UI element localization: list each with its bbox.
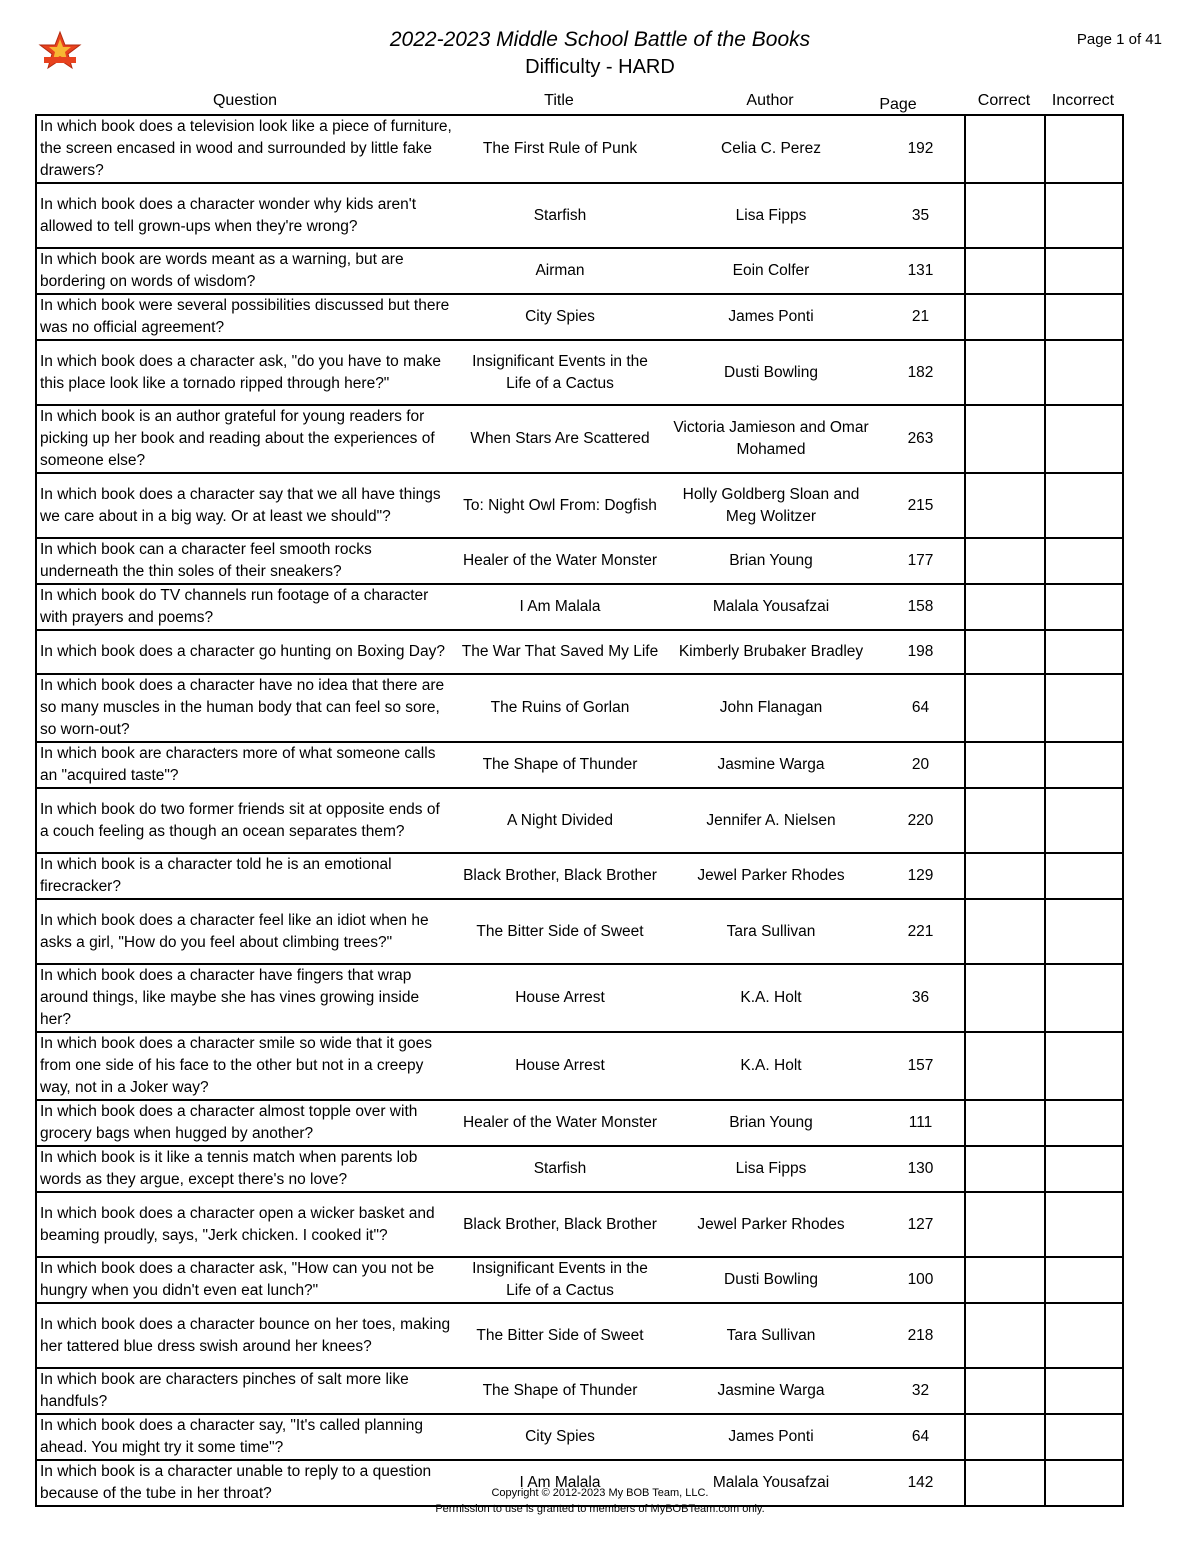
incorrect-cell[interactable] xyxy=(1045,584,1123,630)
page-cell: 192 xyxy=(877,115,965,183)
table-row xyxy=(36,1414,1123,1460)
column-header-correct: Correct xyxy=(977,92,1031,109)
table-row xyxy=(36,183,1123,248)
incorrect-cell[interactable] xyxy=(1045,294,1123,340)
page-cell: 263 xyxy=(877,405,965,473)
table-row xyxy=(36,742,1123,788)
correct-cell[interactable] xyxy=(965,1032,1045,1100)
incorrect-cell[interactable] xyxy=(1045,538,1123,584)
table-row xyxy=(36,964,1123,1032)
correct-cell[interactable] xyxy=(965,405,1045,473)
page-cell: 35 xyxy=(877,183,965,248)
title-cell: Insignificant Events in the Life of a Cactus xyxy=(455,1257,665,1303)
page-cell: 64 xyxy=(877,674,965,742)
page-cell: 142 xyxy=(877,1460,965,1506)
title-cell: When Stars Are Scattered xyxy=(455,405,665,473)
incorrect-cell[interactable] xyxy=(1045,248,1123,294)
title-cell: Starfish xyxy=(455,1146,665,1192)
table-row xyxy=(36,1146,1123,1192)
title-cell: City Spies xyxy=(455,1414,665,1460)
correct-cell[interactable] xyxy=(965,964,1045,1032)
incorrect-cell[interactable] xyxy=(1045,473,1123,538)
author-cell: Brian Young xyxy=(665,1100,877,1146)
page-cell: 220 xyxy=(877,788,965,853)
table-row xyxy=(36,1100,1123,1146)
page-cell: 100 xyxy=(877,1257,965,1303)
page-cell: 129 xyxy=(877,853,965,899)
title-cell: The Bitter Side of Sweet xyxy=(455,899,665,964)
correct-cell[interactable] xyxy=(965,1257,1045,1303)
questions-table xyxy=(35,114,1124,1507)
correct-cell[interactable] xyxy=(965,674,1045,742)
correct-cell[interactable] xyxy=(965,1100,1045,1146)
table-row xyxy=(36,788,1123,853)
page-cell: 32 xyxy=(877,1368,965,1414)
incorrect-cell[interactable] xyxy=(1045,964,1123,1032)
question-cell: In which book can a character feel smooth rocks underneath the thin soles of their sneakers? xyxy=(36,538,455,584)
incorrect-cell[interactable] xyxy=(1045,674,1123,742)
table-row xyxy=(36,1460,1123,1506)
column-header-question: Question xyxy=(212,92,278,109)
correct-cell[interactable] xyxy=(965,538,1045,584)
page-cell: 182 xyxy=(877,340,965,405)
question-cell: In which book were several possibilities discussed but there was no official agreement? xyxy=(36,294,455,340)
question-cell: In which book does a character open a wicker basket and beaming proudly, says, "Jerk chicken. I cooked it"? xyxy=(36,1192,455,1257)
title-cell: The Shape of Thunder xyxy=(455,742,665,788)
title-cell: I Am Malala xyxy=(455,584,665,630)
incorrect-cell[interactable] xyxy=(1045,1414,1123,1460)
title-cell: Healer of the Water Monster xyxy=(455,538,665,584)
incorrect-cell[interactable] xyxy=(1045,742,1123,788)
table-row xyxy=(36,405,1123,473)
question-cell: In which book does a character feel like an idiot when he asks a girl, "How do you feel about climbing trees?" xyxy=(36,899,455,964)
column-header-incorrect: Incorrect xyxy=(1051,92,1115,109)
author-cell: Dusti Bowling xyxy=(665,1257,877,1303)
table-row xyxy=(36,115,1123,183)
author-cell: Eoin Colfer xyxy=(665,248,877,294)
table-row xyxy=(36,630,1123,674)
question-cell: In which book does a character say, "It's called planning ahead. You might try it some time"? xyxy=(36,1414,455,1460)
author-cell: Jewel Parker Rhodes xyxy=(665,1192,877,1257)
author-cell: Tara Sullivan xyxy=(665,899,877,964)
page-cell: 157 xyxy=(877,1032,965,1100)
question-cell: In which book does a character have no idea that there are so many muscles in the human body that can feel so sore, so worn-out? xyxy=(36,674,455,742)
question-cell: In which book does a character have fingers that wrap around things, like maybe she has vines growing inside her? xyxy=(36,964,455,1032)
column-header-title: Title xyxy=(544,92,574,109)
correct-cell[interactable] xyxy=(965,183,1045,248)
copyright-notice: Copyright © 2012-2023 My BOB Team, LLC. xyxy=(491,1487,709,1499)
title-cell: House Arrest xyxy=(455,1032,665,1100)
question-cell: In which book are characters pinches of salt more like handfuls? xyxy=(36,1368,455,1414)
correct-cell[interactable] xyxy=(965,1146,1045,1192)
incorrect-cell[interactable] xyxy=(1045,1303,1123,1368)
incorrect-cell[interactable] xyxy=(1045,1460,1123,1506)
incorrect-cell[interactable] xyxy=(1045,340,1123,405)
incorrect-cell[interactable] xyxy=(1045,1032,1123,1100)
author-cell: Tara Sullivan xyxy=(665,1303,877,1368)
author-cell: Brian Young xyxy=(665,538,877,584)
title-cell: The Shape of Thunder xyxy=(455,1368,665,1414)
page-cell: 198 xyxy=(877,630,965,674)
table-row xyxy=(36,340,1123,405)
question-cell: In which book does a character wonder why kids aren't allowed to tell grown-ups when they're wrong? xyxy=(36,183,455,248)
author-cell: Victoria Jamieson and Omar Mohamed xyxy=(665,405,877,473)
page-cell: 131 xyxy=(877,248,965,294)
author-cell: Lisa Fipps xyxy=(665,1146,877,1192)
author-cell: Jennifer A. Nielsen xyxy=(665,788,877,853)
question-cell: In which book does a character bounce on her toes, making her tattered blue dress swish around her knees? xyxy=(36,1303,455,1368)
correct-cell[interactable] xyxy=(965,340,1045,405)
incorrect-cell[interactable] xyxy=(1045,1100,1123,1146)
question-cell: In which book is an author grateful for young readers for picking up her book and reading about the experiences of someone else? xyxy=(36,405,455,473)
incorrect-cell[interactable] xyxy=(1045,630,1123,674)
incorrect-cell[interactable] xyxy=(1045,1368,1123,1414)
title-cell: Insignificant Events in the Life of a Cactus xyxy=(455,340,665,405)
star-logo-icon xyxy=(36,30,84,72)
page-number: Page 1 of 41 xyxy=(1076,31,1162,48)
question-cell: In which book does a character go hunting on Boxing Day? xyxy=(36,630,455,674)
title-cell: The Bitter Side of Sweet xyxy=(455,1303,665,1368)
table-row xyxy=(36,1192,1123,1257)
correct-cell[interactable] xyxy=(965,1460,1045,1506)
title-cell: Airman xyxy=(455,248,665,294)
correct-cell[interactable] xyxy=(965,630,1045,674)
page-cell: 64 xyxy=(877,1414,965,1460)
correct-cell[interactable] xyxy=(965,248,1045,294)
title-cell: Black Brother, Black Brother xyxy=(455,1192,665,1257)
question-cell: In which book are words meant as a warning, but are bordering on words of wisdom? xyxy=(36,248,455,294)
author-cell: Malala Yousafzai xyxy=(665,584,877,630)
correct-cell[interactable] xyxy=(965,1192,1045,1257)
table-row xyxy=(36,1303,1123,1368)
table-row xyxy=(36,1368,1123,1414)
title-cell: I Am Malala xyxy=(455,1460,665,1506)
incorrect-cell[interactable] xyxy=(1045,1257,1123,1303)
question-cell: In which book does a character almost topple over with grocery bags when hugged by another? xyxy=(36,1100,455,1146)
author-cell: K.A. Holt xyxy=(665,1032,877,1100)
question-cell: In which book do two former friends sit at opposite ends of a couch feeling as though an ocean separates them? xyxy=(36,788,455,853)
author-cell: K.A. Holt xyxy=(665,964,877,1032)
correct-cell[interactable] xyxy=(965,742,1045,788)
question-cell: In which book are characters more of what someone calls an "acquired taste"? xyxy=(36,742,455,788)
page-cell: 215 xyxy=(877,473,965,538)
incorrect-cell[interactable] xyxy=(1045,1146,1123,1192)
question-cell: In which book does a character ask, "do you have to make this place look like a tornado ripped through here?" xyxy=(36,340,455,405)
question-cell: In which book is a character told he is an emotional firecracker? xyxy=(36,853,455,899)
incorrect-cell[interactable] xyxy=(1045,788,1123,853)
author-cell: Lisa Fipps xyxy=(665,183,877,248)
title-cell: City Spies xyxy=(455,294,665,340)
correct-cell[interactable] xyxy=(965,899,1045,964)
table-row xyxy=(36,853,1123,899)
author-cell: Kimberly Brubaker Bradley xyxy=(665,630,877,674)
incorrect-cell[interactable] xyxy=(1045,405,1123,473)
table-row xyxy=(36,473,1123,538)
question-cell: In which book is it like a tennis match when parents lob words as they argue, except there's no love? xyxy=(36,1146,455,1192)
author-cell: Holly Goldberg Sloan and Meg Wolitzer xyxy=(665,473,877,538)
question-cell: In which book is a character unable to reply to a question because of the tube in her throat? xyxy=(36,1460,455,1506)
incorrect-cell[interactable] xyxy=(1045,853,1123,899)
table-row xyxy=(36,674,1123,742)
page-cell: 158 xyxy=(877,584,965,630)
incorrect-cell[interactable] xyxy=(1045,183,1123,248)
difficulty-subtitle: Difficulty - HARD xyxy=(525,56,675,78)
correct-cell[interactable] xyxy=(965,584,1045,630)
incorrect-cell[interactable] xyxy=(1045,1192,1123,1257)
title-cell: Black Brother, Black Brother xyxy=(455,853,665,899)
table-row xyxy=(36,1032,1123,1100)
page-cell: 221 xyxy=(877,899,965,964)
title-cell: Starfish xyxy=(455,183,665,248)
author-cell: Dusti Bowling xyxy=(665,340,877,405)
title-cell: The Ruins of Gorlan xyxy=(455,674,665,742)
column-header-page: Page xyxy=(879,96,917,113)
table-row xyxy=(36,1257,1123,1303)
page-cell: 111 xyxy=(877,1100,965,1146)
page-cell: 130 xyxy=(877,1146,965,1192)
table-row xyxy=(36,248,1123,294)
document-title: 2022-2023 Middle School Battle of the Books xyxy=(389,28,811,51)
title-cell: Healer of the Water Monster xyxy=(455,1100,665,1146)
correct-cell[interactable] xyxy=(965,853,1045,899)
page-cell: 36 xyxy=(877,964,965,1032)
question-cell: In which book do TV channels run footage of a character with prayers and poems? xyxy=(36,584,455,630)
author-cell: James Ponti xyxy=(665,294,877,340)
correct-cell[interactable] xyxy=(965,1368,1045,1414)
correct-cell[interactable] xyxy=(965,788,1045,853)
page-cell: 177 xyxy=(877,538,965,584)
table-row xyxy=(36,584,1123,630)
title-cell: House Arrest xyxy=(455,964,665,1032)
table-row xyxy=(36,294,1123,340)
author-cell: Jasmine Warga xyxy=(665,1368,877,1414)
question-cell: In which book does a character smile so wide that it goes from one side of his face to the other but not in a creepy way, not in a Joker way? xyxy=(36,1032,455,1100)
table-row xyxy=(36,538,1123,584)
column-header-author: Author xyxy=(746,92,794,109)
author-cell: John Flanagan xyxy=(665,674,877,742)
correct-cell[interactable] xyxy=(965,1414,1045,1460)
table-row xyxy=(36,899,1123,964)
correct-cell[interactable] xyxy=(965,294,1045,340)
title-cell: The War That Saved My Life xyxy=(455,630,665,674)
author-cell: Malala Yousafzai xyxy=(665,1460,877,1506)
correct-cell[interactable] xyxy=(965,1303,1045,1368)
correct-cell[interactable] xyxy=(965,473,1045,538)
title-cell: The First Rule of Punk xyxy=(455,115,665,183)
author-cell: James Ponti xyxy=(665,1414,877,1460)
incorrect-cell[interactable] xyxy=(1045,115,1123,183)
author-cell: Jasmine Warga xyxy=(665,742,877,788)
author-cell: Celia C. Perez xyxy=(665,115,877,183)
permission-notice: Permission to use is granted to members of MyBOBTeam.com only. xyxy=(435,1503,765,1515)
incorrect-cell[interactable] xyxy=(1045,899,1123,964)
page-cell: 218 xyxy=(877,1303,965,1368)
title-cell: To: Night Owl From: Dogfish xyxy=(455,473,665,538)
author-cell: Jewel Parker Rhodes xyxy=(665,853,877,899)
page-cell: 127 xyxy=(877,1192,965,1257)
page-cell: 21 xyxy=(877,294,965,340)
page-cell: 20 xyxy=(877,742,965,788)
question-cell: In which book does a television look like a piece of furniture, the screen encased in wood and surrounded by little fake drawers? xyxy=(36,115,455,183)
correct-cell[interactable] xyxy=(965,115,1045,183)
title-cell: A Night Divided xyxy=(455,788,665,853)
question-cell: In which book does a character say that we all have things we care about in a big way. Or at least we should"? xyxy=(36,473,455,538)
question-cell: In which book does a character ask, "How can you not be hungry when you didn't even eat lunch?" xyxy=(36,1257,455,1303)
